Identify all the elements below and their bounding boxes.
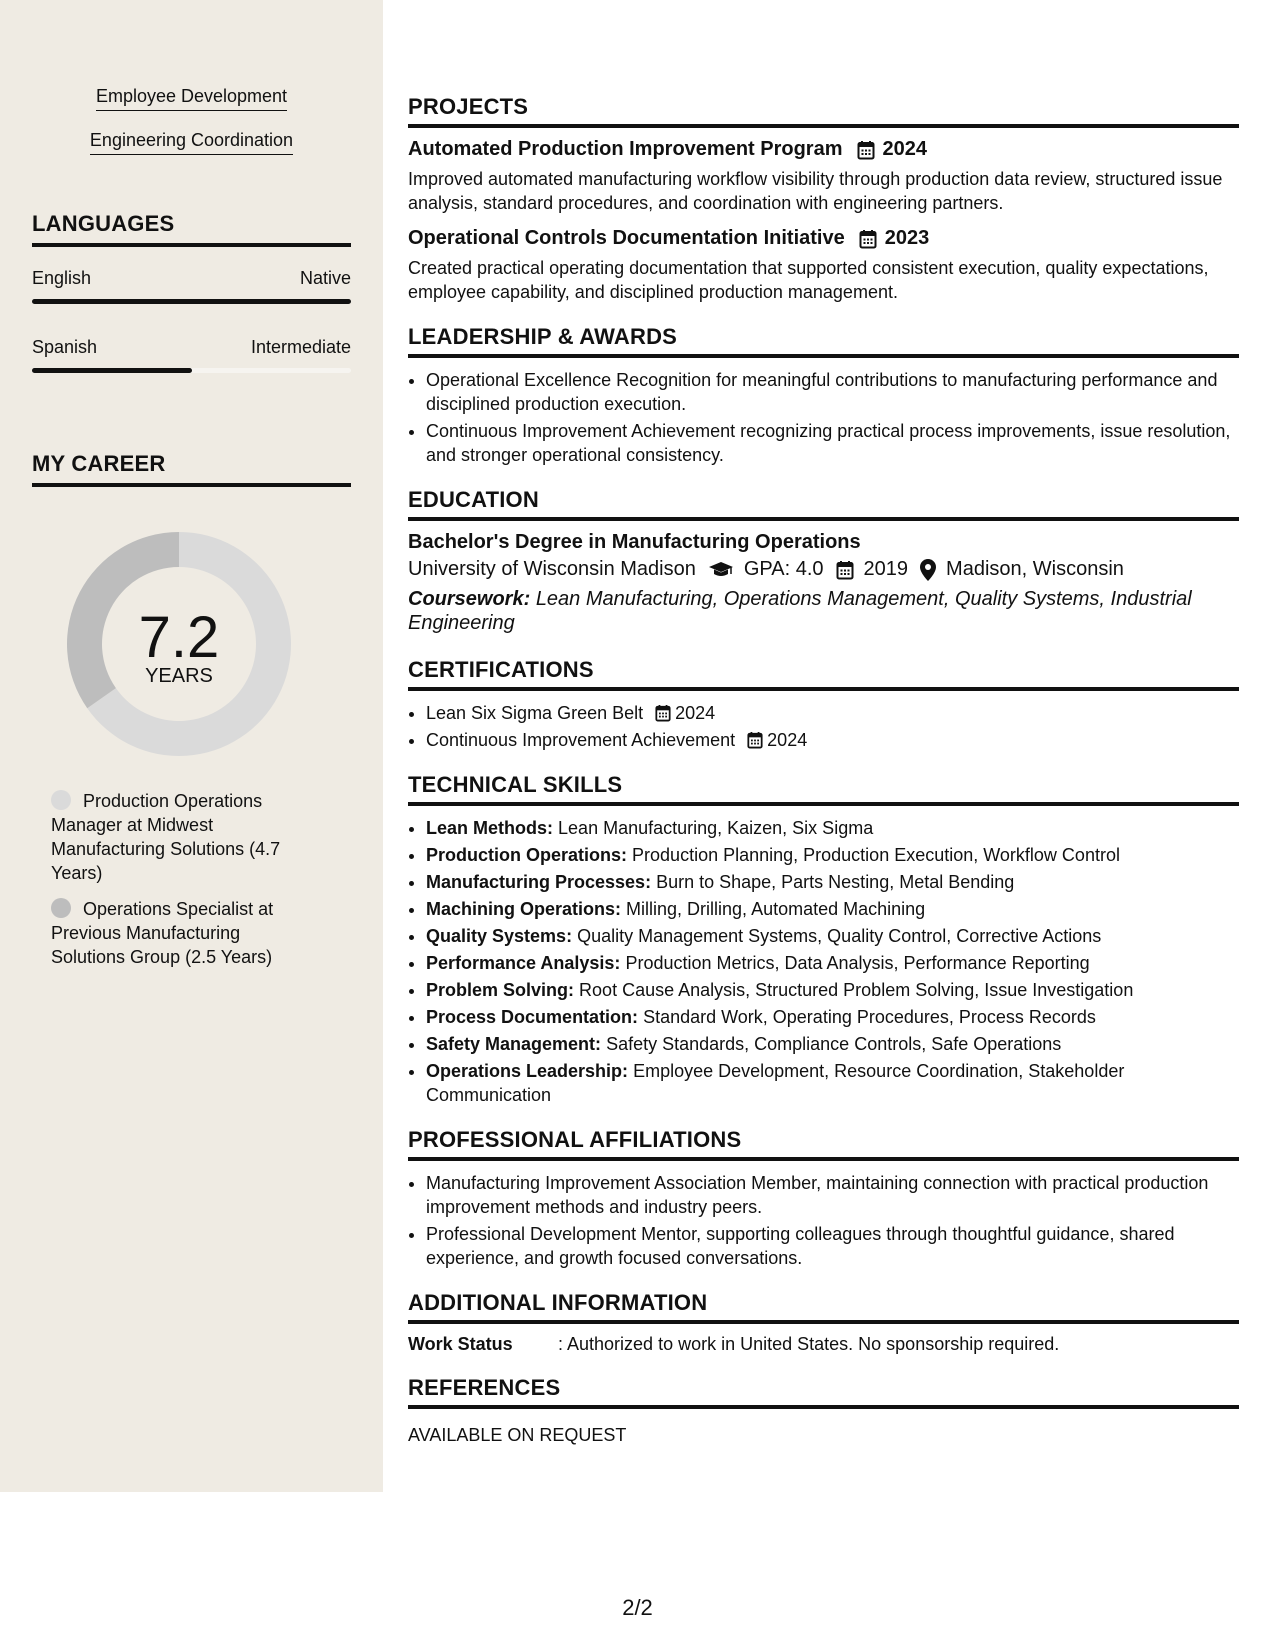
skill-item	[426, 951, 1239, 975]
skill-item	[426, 843, 1239, 867]
project-title: Automated Production Improvement Program	[408, 138, 843, 160]
skill-label: Quality Systems:	[426, 926, 573, 946]
project-description: Improved automated manufacturing workflow visibility through production data review, structured issue analysis, standard procedures, and coordination with engineering partners.	[408, 169, 1223, 213]
skill-label: Production Operations:	[426, 845, 628, 865]
work-status-label: Work Status	[408, 1334, 513, 1354]
coursework	[408, 587, 1239, 635]
career-unit: YEARS	[145, 665, 213, 687]
work-status-value: : Authorized to work in United States. No sponsorship required.	[558, 1334, 1060, 1354]
language-name: English	[32, 268, 92, 288]
coursework-text: Lean Manufacturing, Operations Management, Quality Systems, Industrial Engineering	[408, 588, 1192, 634]
language-proficiency-bar	[32, 368, 351, 373]
list-item	[426, 728, 1239, 752]
career-legend-dot	[51, 790, 71, 810]
project-item	[408, 227, 1239, 304]
skill-label: Lean Methods:	[426, 818, 554, 838]
sidebar	[0, 0, 383, 1492]
career-item-text: Production Operations Manager at Midwest Manufacturing Solutions (4.7 Years)	[51, 791, 281, 883]
graduation-year: 2019	[863, 558, 909, 580]
career-total: 7.2	[138, 605, 220, 670]
project-year: 2024	[882, 138, 927, 160]
skill-item	[426, 870, 1239, 894]
tag-item: Employee Development	[96, 86, 287, 111]
work-status-row	[408, 1334, 1239, 1355]
skill-item	[426, 1059, 1239, 1107]
graduation-cap-icon	[708, 561, 734, 579]
skill-value: Production Planning, Production Execution, Workflow Control	[632, 845, 1120, 865]
languages-heading: LANGUAGES	[32, 211, 351, 247]
language-row	[32, 268, 351, 289]
tag-item: Engineering Coordination	[90, 130, 293, 155]
coursework-label: Coursework:	[408, 588, 531, 610]
certification-year: 2024	[675, 703, 716, 723]
project-year: 2023	[884, 227, 930, 249]
skill-item	[426, 897, 1239, 921]
list-item: • Manufacturing Improvement Association Member, maintaining connection with practical production improvement methods and industry peers.	[426, 1171, 1239, 1219]
skill-label: Machining Operations:	[426, 899, 622, 919]
skill-item	[426, 1032, 1239, 1056]
school-name: University of Wisconsin Madison	[408, 558, 696, 580]
career-legend-dot	[51, 898, 71, 918]
project-title-row	[408, 138, 1239, 161]
additional-info-heading: ADDITIONAL INFORMATION	[408, 1290, 1239, 1324]
gpa: GPA: 4.0	[743, 558, 824, 580]
career-item	[51, 789, 311, 885]
list-item	[426, 701, 1239, 725]
skill-label: Problem Solving:	[426, 980, 575, 1000]
skill-value: Burn to Shape, Parts Nesting, Metal Bending	[656, 872, 1015, 892]
career-item	[51, 897, 311, 969]
affiliations-list	[408, 1171, 1239, 1270]
career-list	[51, 789, 311, 981]
language-level: Intermediate	[250, 337, 351, 357]
certification-name: • Continuous Improvement Achievement	[426, 730, 736, 750]
skill-value: Employee Development, Resource Coordination, Stakeholder Communication	[426, 1061, 1125, 1105]
skill-label: Safety Management:	[426, 1034, 602, 1054]
certification-name: • Lean Six Sigma Green Belt	[426, 703, 644, 723]
language-row	[32, 337, 351, 358]
project-item	[408, 138, 1239, 215]
calendar-icon	[747, 731, 763, 749]
calendar-icon	[655, 704, 671, 722]
skill-label: Operations Leadership:	[426, 1061, 629, 1081]
school-location: Madison, Wisconsin	[946, 558, 1124, 580]
career-heading: MY CAREER	[32, 451, 351, 487]
leadership-list	[408, 368, 1239, 467]
certification-year: 2024	[767, 730, 808, 750]
references-heading: REFERENCES	[408, 1375, 1239, 1409]
certifications-list	[408, 701, 1239, 752]
skill-value: Safety Standards, Compliance Controls, Safe Operations	[606, 1034, 1062, 1054]
skill-item	[426, 816, 1239, 840]
location-pin-icon	[920, 559, 936, 581]
skill-label: Performance Analysis:	[426, 953, 621, 973]
skills-list	[408, 816, 1239, 1107]
degree-title: Bachelor's Degree in Manufacturing Operations	[408, 531, 861, 553]
project-title-row	[408, 227, 1239, 250]
education-details	[408, 558, 1239, 581]
list-item: • Continuous Improvement Achievement recognizing practical process improvements, issue resolution, and stronger operational consistency.	[426, 419, 1239, 467]
skill-value: Root Cause Analysis, Structured Problem Solving, Issue Investigation	[579, 980, 1134, 1000]
skill-value: Lean Manufacturing, Kaizen, Six Sigma	[558, 818, 874, 838]
calendar-icon	[859, 229, 877, 249]
skill-value: Standard Work, Operating Procedures, Process Records	[643, 1007, 1096, 1027]
skill-label: Manufacturing Processes:	[426, 872, 652, 892]
career-donut-chart	[66, 531, 292, 757]
career-item-text: Operations Specialist at Previous Manufacturing Solutions Group (2.5 Years)	[51, 899, 274, 967]
calendar-icon	[857, 140, 875, 160]
tag-list	[0, 86, 383, 174]
projects-heading: PROJECTS	[408, 94, 1239, 128]
calendar-icon	[836, 560, 854, 580]
skill-value: Production Metrics, Data Analysis, Performance Reporting	[625, 953, 1090, 973]
list-item: • Professional Development Mentor, supporting colleagues through thoughtful guidance, shared experience, and growth focused conversations.	[426, 1222, 1239, 1270]
project-description: Created practical operating documentation that supported consistent execution, quality expectations, employee capability, and disciplined production management.	[408, 258, 1209, 302]
language-proficiency-fill	[32, 368, 192, 373]
certifications-heading: CERTIFICATIONS	[408, 657, 1239, 691]
language-proficiency-fill	[32, 299, 351, 304]
main-content	[408, 94, 1239, 1447]
leadership-heading: LEADERSHIP & AWARDS	[408, 324, 1239, 358]
language-proficiency-bar	[32, 299, 351, 304]
skills-heading: TECHNICAL SKILLS	[408, 772, 1239, 806]
project-title: Operational Controls Documentation Initiative	[408, 227, 845, 249]
skill-value: Quality Management Systems, Quality Control, Corrective Actions	[577, 926, 1102, 946]
language-level: Native	[299, 268, 351, 288]
skill-label: Process Documentation:	[426, 1007, 639, 1027]
list-item: • Operational Excellence Recognition for meaningful contributions to manufacturing performance and disciplined production execution.	[426, 368, 1239, 416]
page-number: 2/2	[622, 1595, 653, 1620]
skill-item	[426, 978, 1239, 1002]
education-heading: EDUCATION	[408, 487, 1239, 521]
language-name: Spanish	[32, 337, 98, 357]
skill-item	[426, 1005, 1239, 1029]
affiliations-heading: PROFESSIONAL AFFILIATIONS	[408, 1127, 1239, 1161]
references-text: AVAILABLE ON REQUEST	[408, 1425, 627, 1445]
skill-item	[426, 924, 1239, 948]
skill-value: Milling, Drilling, Automated Machining	[626, 899, 926, 919]
